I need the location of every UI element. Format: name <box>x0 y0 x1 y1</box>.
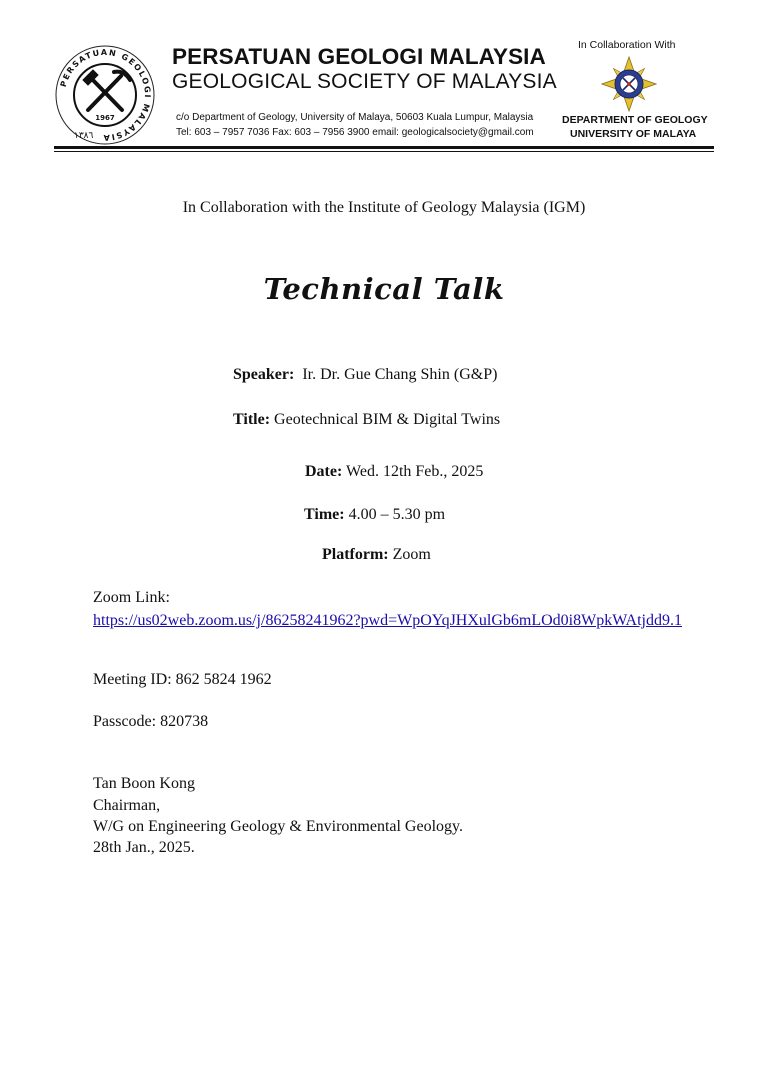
speaker-field <box>233 366 497 384</box>
geological-society-logo <box>52 40 158 150</box>
university-logo <box>601 56 657 112</box>
letterhead-divider-thin <box>54 151 714 152</box>
collaboration-heading: In Collaboration With <box>578 39 676 51</box>
org-address: c/o Department of Geology, University of Malaya, 50603 Kuala Lumpur, Malaysia <box>176 112 534 123</box>
org-name-english: GEOLOGICAL SOCIETY OF MALAYSIA <box>172 70 557 93</box>
notice-heading: Technical Talk <box>263 272 505 306</box>
passcode: Passcode: 820738 <box>93 713 209 730</box>
platform-label: Platform: <box>322 546 389 563</box>
org-contact: Tel: 603 – 7957 7036 Fax: 603 – 7956 3900 email: geologicalsociety@gmail.com <box>176 127 534 138</box>
signatory-group: W/G on Engineering Geology & Environmental Geology. <box>93 818 463 835</box>
hammer-pick-icon <box>83 70 130 110</box>
signatory-name: Tan Boon Kong <box>93 775 195 792</box>
partner-university: UNIVERSITY OF MALAYA <box>570 128 697 140</box>
platform-value: Zoom <box>388 546 431 563</box>
letterhead-divider-thick <box>54 146 714 149</box>
title-value: Geotechnical BIM & Digital Twins <box>270 411 501 428</box>
time-label: Time: <box>304 506 345 523</box>
collaboration-line: In Collaboration with the Institute of Geology Malaysia (IGM) <box>182 199 586 216</box>
time-value: 4.00 – 5.30 pm <box>344 506 446 523</box>
title-field <box>233 411 500 429</box>
logo-jawi-year: ١٣٨٦ <box>74 131 94 141</box>
logo-ring-text: PERSATUAN GEOLOGI MALAYSIA <box>58 47 153 143</box>
platform-field <box>322 546 431 564</box>
zoom-link[interactable]: https://us02web.zoom.us/j/86258241962?pwd=WpOYqJHXulGb6mLOd0i8WpkWAtjdd9.1 <box>93 612 682 629</box>
partner-department: DEPARTMENT OF GEOLOGY <box>562 114 708 126</box>
speaker-label: Speaker: <box>233 366 295 383</box>
time-field <box>304 506 445 524</box>
date-label: Date: <box>305 463 343 480</box>
date-field <box>305 463 483 481</box>
signature-date: 28th Jan., 2025. <box>93 839 195 856</box>
org-name-malay: PERSATUAN GEOLOGI MALAYSIA <box>172 44 546 69</box>
title-label: Title: <box>233 411 271 428</box>
zoom-link-label: Zoom Link: <box>93 589 170 606</box>
meeting-id: Meeting ID: 862 5824 1962 <box>93 671 272 688</box>
logo-year: 1967 <box>95 114 115 122</box>
signatory-role: Chairman, <box>93 797 161 814</box>
speaker-value: Ir. Dr. Gue Chang Shin (G&P) <box>294 366 498 383</box>
date-value: Wed. 12th Feb., 2025 <box>342 463 484 480</box>
